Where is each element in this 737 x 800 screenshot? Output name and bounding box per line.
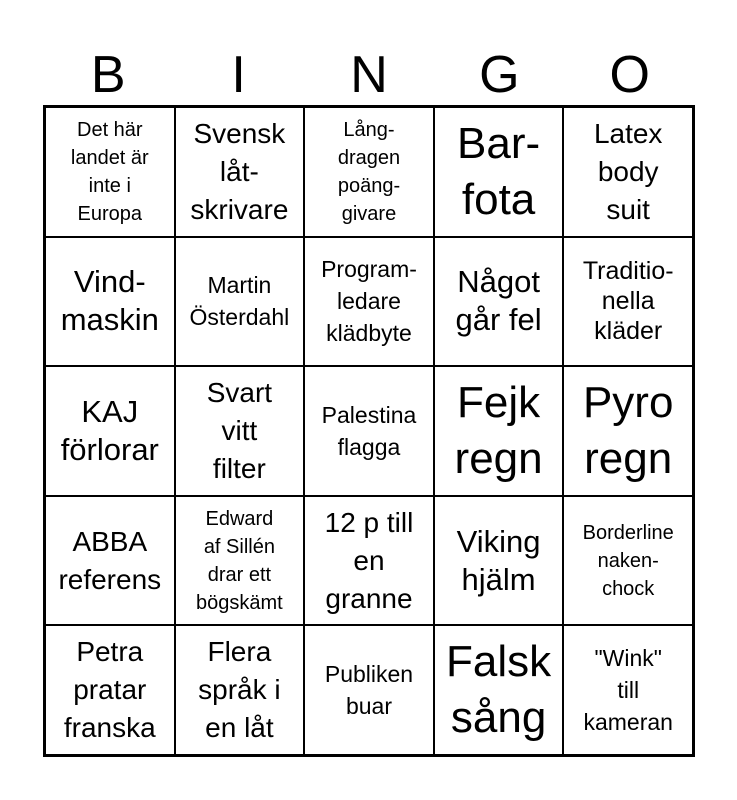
bingo-cell-text: Palestina flagga <box>321 401 417 460</box>
bingo-cell-text: Martin Österdahl <box>189 272 290 331</box>
bingo-cell-r5-c1[interactable] <box>45 625 175 755</box>
bingo-cell-text: Pyro regn <box>582 377 674 483</box>
bingo-header <box>43 40 695 110</box>
bingo-cell-text: Svart vitt filter <box>206 376 273 484</box>
bingo-cell-text: Program- ledare klädbyte <box>321 256 417 347</box>
bingo-cell-text: KAJ förlorar <box>60 393 159 467</box>
bingo-cell-text: Publiken buar <box>324 661 414 720</box>
bingo-cell-r5-c2[interactable] <box>175 625 305 755</box>
bingo-cell-text: Det här landet är inte i Europa <box>70 118 149 225</box>
bingo-cell-text: 12 p till en granne <box>324 506 414 614</box>
bingo-grid <box>43 105 695 757</box>
bingo-cell-r4-c2[interactable] <box>175 496 305 626</box>
bingo-cell-r3-c3[interactable] <box>304 366 434 496</box>
header-letter-i: I <box>231 46 246 104</box>
bingo-cell-text: Traditio- nella kläder <box>582 257 674 346</box>
bingo-cell-r1-c3[interactable] <box>304 107 434 237</box>
bingo-cell-r1-c5[interactable] <box>563 107 693 237</box>
bingo-cell-r1-c4[interactable] <box>434 107 564 237</box>
bingo-cell-text: Något går fel <box>455 264 542 338</box>
bingo-cell-r1-c1[interactable] <box>45 107 175 237</box>
bingo-cell-r2-c3[interactable] <box>304 237 434 367</box>
bingo-cell-text: Edward af Sillén drar ett bögskämt <box>196 507 283 614</box>
header-letter-g: G <box>479 46 520 104</box>
bingo-cell-text: Petra pratar franska <box>63 636 156 744</box>
bingo-cell-text: Fejk regn <box>454 377 543 483</box>
bingo-cell-r5-c3[interactable] <box>304 625 434 755</box>
bingo-cell-r1-c2[interactable] <box>175 107 305 237</box>
bingo-cell-text: Viking hjälm <box>456 523 541 597</box>
bingo-cell-r4-c1[interactable] <box>45 496 175 626</box>
bingo-cell-r5-c4[interactable] <box>434 625 564 755</box>
bingo-cell-text: Latex body suit <box>593 117 663 225</box>
bingo-cell-text: ABBA referens <box>58 525 162 595</box>
bingo-cell-text: Vind- maskin <box>60 264 159 338</box>
bingo-cell-text: Bar- fota <box>457 118 541 224</box>
bingo-cell-r2-c1[interactable] <box>45 237 175 367</box>
bingo-cell-text: Falsk sång <box>446 637 552 743</box>
bingo-cell-r3-c1[interactable] <box>45 366 175 496</box>
bingo-cell-text: Lång- dragen poäng- givare <box>337 118 401 225</box>
bingo-cell-text: Borderline naken- chock <box>582 521 674 600</box>
bingo-cell-r3-c2[interactable] <box>175 366 305 496</box>
bingo-cell-r2-c4[interactable] <box>434 237 564 367</box>
bingo-cell-text: Flera språk i en låt <box>198 636 281 744</box>
bingo-cell-r3-c4[interactable] <box>434 366 564 496</box>
header-letter-n: N <box>350 46 388 104</box>
header-letter-o: O <box>609 46 650 104</box>
bingo-cell-text: "Wink" till kameran <box>583 645 673 736</box>
header-letter-b: B <box>90 46 126 104</box>
bingo-cell-r5-c5[interactable] <box>563 625 693 755</box>
bingo-cell-r4-c5[interactable] <box>563 496 693 626</box>
bingo-cell-r2-c2[interactable] <box>175 237 305 367</box>
bingo-cell-r3-c5[interactable] <box>563 366 693 496</box>
bingo-cell-r4-c4[interactable] <box>434 496 564 626</box>
bingo-cell-r4-c3[interactable] <box>304 496 434 626</box>
bingo-cell-r2-c5[interactable] <box>563 237 693 367</box>
bingo-cell-text: Svensk låt- skrivare <box>190 117 289 225</box>
